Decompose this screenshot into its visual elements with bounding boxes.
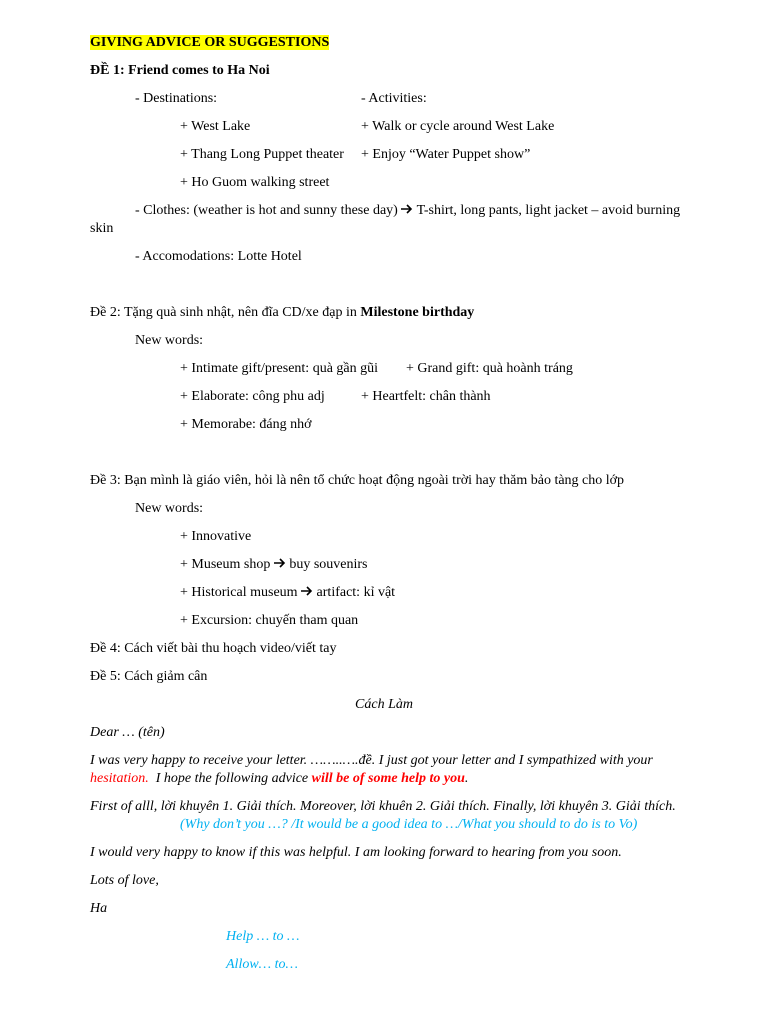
activities-label: - Activities: xyxy=(361,91,427,106)
letter-paragraph-1: I was very happy to receive your letter. ……..….đề. I just got your letter and I sympathized with your xyxy=(90,753,653,768)
phrase-tip: Allow… to… xyxy=(226,957,298,972)
letter-paragraph-1-cont: hesitation. I hope the following advice will be of some help to you. xyxy=(90,771,469,786)
word-item: + Memorabe: đáng nhớ xyxy=(180,417,312,432)
de3-heading: Đề 3: Bạn mình là giáo viên, hỏi là nên tổ chức hoạt động ngoài trời hay thăm bảo tàng cho lớp xyxy=(90,473,625,488)
de2-heading: Đề 2: Tặng quà sinh nhật, nên đĩa CD/xe đạp in Milestone birthday xyxy=(90,305,475,320)
letter-signature: Ha xyxy=(90,901,108,916)
destination-item: + Ho Guom walking street xyxy=(180,175,330,190)
word-item: + Intimate gift/present: quà gần gũi xyxy=(180,361,379,376)
word-item: + Innovative xyxy=(180,529,252,544)
clothes-line-cont: skin xyxy=(90,221,114,236)
phrase-tip: Help … to … xyxy=(226,929,300,944)
letter-closing: Lots of love, xyxy=(90,873,159,888)
howto-title: Cách Làm xyxy=(355,697,413,712)
destination-item: + West Lake xyxy=(180,119,251,134)
word-item: + Heartfelt: chân thành xyxy=(361,389,491,404)
de5-heading: Đề 5: Cách giảm cân xyxy=(90,669,208,684)
right-arrow-icon xyxy=(301,584,313,602)
word-item: + Elaborate: công phu adj xyxy=(180,389,325,404)
word-item: + Grand gift: quà hoành tráng xyxy=(406,361,573,376)
phrase-suggestions: (Why don’t you …? /It would be a good idea to …/What you should to do is to Vo) xyxy=(180,817,638,832)
new-words-label: New words: xyxy=(135,333,204,348)
destinations-label: - Destinations: xyxy=(135,91,218,106)
activity-item: + Walk or cycle around West Lake xyxy=(361,119,555,134)
document-title: GIVING ADVICE OR SUGGESTIONS xyxy=(90,35,330,50)
accommodation-line: - Accomodations: Lotte Hotel xyxy=(135,249,302,264)
de4-heading: Đề 4: Cách viết bài thu hoạch video/viết tay xyxy=(90,641,337,656)
word-item: + Museum shop buy souvenirs xyxy=(180,557,368,572)
word-item: + Excursion: chuyến tham quan xyxy=(180,613,359,628)
de1-heading: ĐỀ 1: Friend comes to Ha Noi xyxy=(90,63,270,78)
new-words-label: New words: xyxy=(135,501,204,516)
activity-item: + Enjoy “Water Puppet show” xyxy=(361,147,531,162)
right-arrow-icon xyxy=(274,556,286,574)
right-arrow-icon xyxy=(401,202,413,220)
letter-paragraph-2: First of alll, lời khuyên 1. Giải thích. Moreover, lời khuên 2. Giải thích. Finally, lời khuyên 3. Giải thích. xyxy=(90,799,676,814)
letter-greeting: Dear … (tên) xyxy=(90,725,165,740)
destination-item: + Thang Long Puppet theater xyxy=(180,147,344,162)
word-item: + Historical museum artifact: kỉ vật xyxy=(180,585,396,600)
letter-paragraph-3: I would very happy to know if this was helpful. I am looking forward to hearing from you soon. xyxy=(90,845,622,860)
clothes-line: - Clothes: (weather is hot and sunny these day) T-shirt, long pants, light jacket – avoid burning xyxy=(135,203,681,218)
